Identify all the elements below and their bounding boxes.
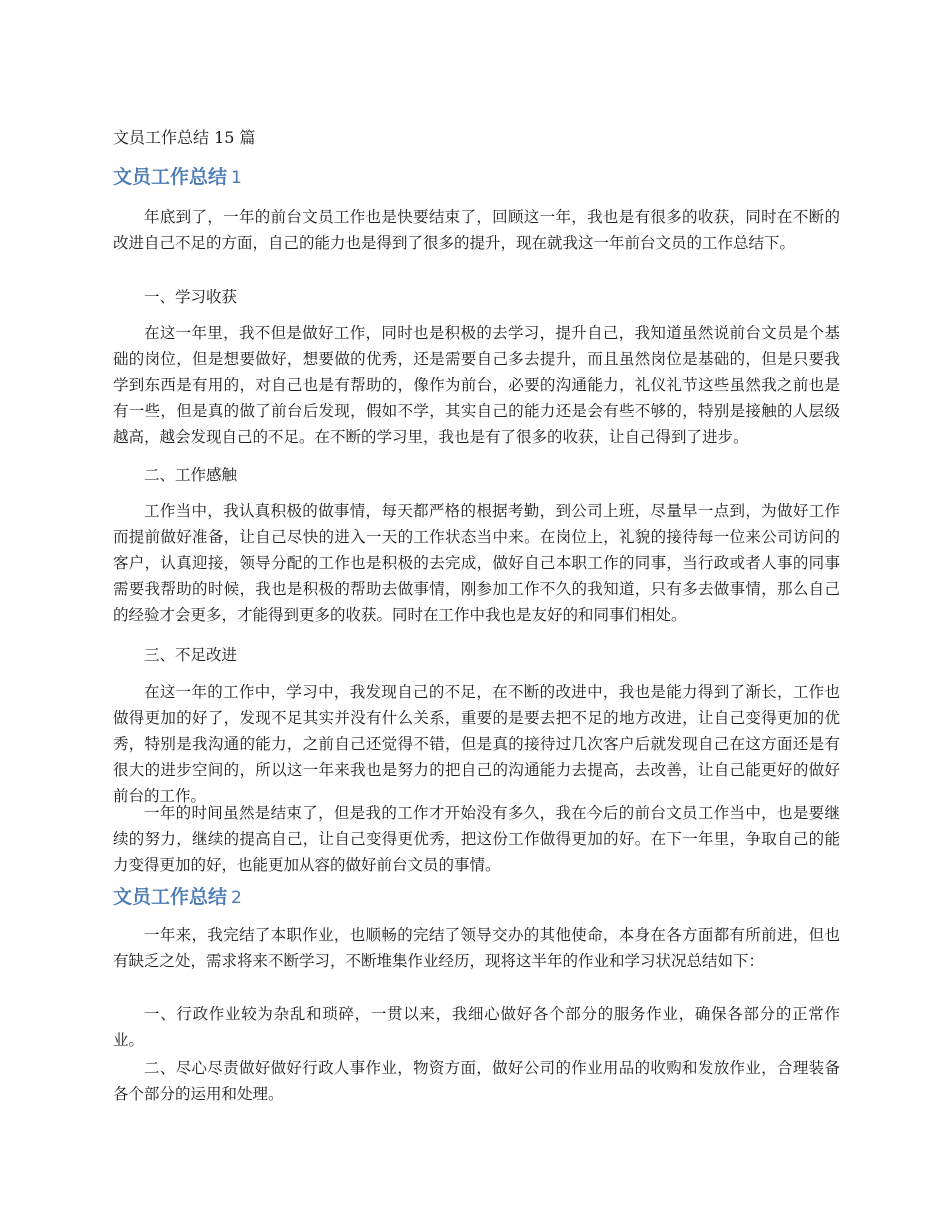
subheading-learning: 一、学习收获 bbox=[144, 288, 238, 306]
paragraph: 在这一年的工作中，学习中，我发现自己的不足，在不断的改进中，我也是能力得到了渐长，工作也做得更加的好了，发现不足其实并没有什么关系，重要的是要去把不足的地方改进，让自己变得更加的优秀，特别是我沟通的能力，之前自己还觉得不错，但是真的接待过几次客户后就发现自己在这方面还是有很大的进步空间的，所以这一年来我也是努力的把自己的沟通能力去提高，去改善，让自己能更好的做好前台的工作。 bbox=[113, 683, 840, 805]
section-heading-1 bbox=[113, 164, 242, 191]
section-heading-text: 文员工作总结 bbox=[113, 166, 228, 188]
paragraph: 二、尽心尽责做好做好行政人事作业，物资方面，做好公司的作业用品的收购和发放作业，合理装备各个部分的运用和处理。 bbox=[113, 1059, 840, 1103]
paragraph: 工作当中，我认真积极的做事情，每天都严格的根据考勤，到公司上班，尽量早一点到，为做好工作而提前做好准备，让自己尽快的进入一天的工作状态当中来。在岗位上，礼貌的接待每一位来公司访问的客户，认真迎接，领导分配的工作也是积极的去完成，做好自己本职工作的同事，当行政或者人事的同事需要我帮助的时候，我也是积极的帮助去做事情，刚参加工作不久的我知道，只有多去做事情，那么自己的经验才会更多，才能得到更多的收获。同时在工作中我也是友好的和同事们相处。 bbox=[113, 502, 840, 624]
paragraph: 在这一年里，我不但是做好工作，同时也是积极的去学习，提升自己，我知道虽然说前台文员是个基础的岗位，但是想要做好，想要做的优秀，还是需要自己多去提升，而且虽然岗位是基础的，但是只要我学到东西是有用的，对自己也是有帮助的，像作为前台，必要的沟通能力，礼仪礼节这些虽然我之前也是有一些，但是真的做了前台后发现，假如不学，其实自己的能力还是会有些不够的，特别是接触的人层级越高，越会发现自己的不足。在不断的学习里，我也是有了很多的收获，让自己得到了进步。 bbox=[113, 324, 840, 446]
section-heading-2 bbox=[113, 884, 242, 911]
section-heading-number: 1 bbox=[231, 168, 242, 188]
paragraph: 年底到了，一年的前台文员工作也是快要结束了，回顾这一年，我也是有很多的收获，同时在不断的改进自己不足的方面，自己的能力也是得到了很多的提升，现在就我这一年前台文员的工作总结下。 bbox=[113, 208, 840, 252]
document-title: 文员工作总结 15 篇 bbox=[113, 128, 256, 147]
section-heading-number: 2 bbox=[231, 888, 242, 908]
paragraph: 一年的时间虽然是结束了，但是我的工作才开始没有多久，我在今后的前台文员工作当中，也是要继续的努力，继续的提高自己，让自己变得更优秀，把这份工作做得更加的好。在下一年里，争取自己的能力变得更加的好，也能更加从容的做好前台文员的事情。 bbox=[113, 804, 840, 874]
paragraph: 一年来，我完结了本职作业，也顺畅的完结了领导交办的其他使命，本身在各方面都有所前进，但也有缺乏之处，需求将来不断学习，不断堆集作业经历，现将这半年的作业和学习状况总结如下： bbox=[113, 926, 840, 970]
section-heading-text: 文员工作总结 bbox=[113, 886, 228, 908]
paragraph: 一、行政作业较为杂乱和琐碎，一贯以来，我细心做好各个部分的服务作业，确保各部分的正常作业。 bbox=[113, 1005, 840, 1049]
subheading-improvement: 三、不足改进 bbox=[144, 646, 238, 664]
subheading-feelings: 二、工作感触 bbox=[144, 466, 238, 484]
